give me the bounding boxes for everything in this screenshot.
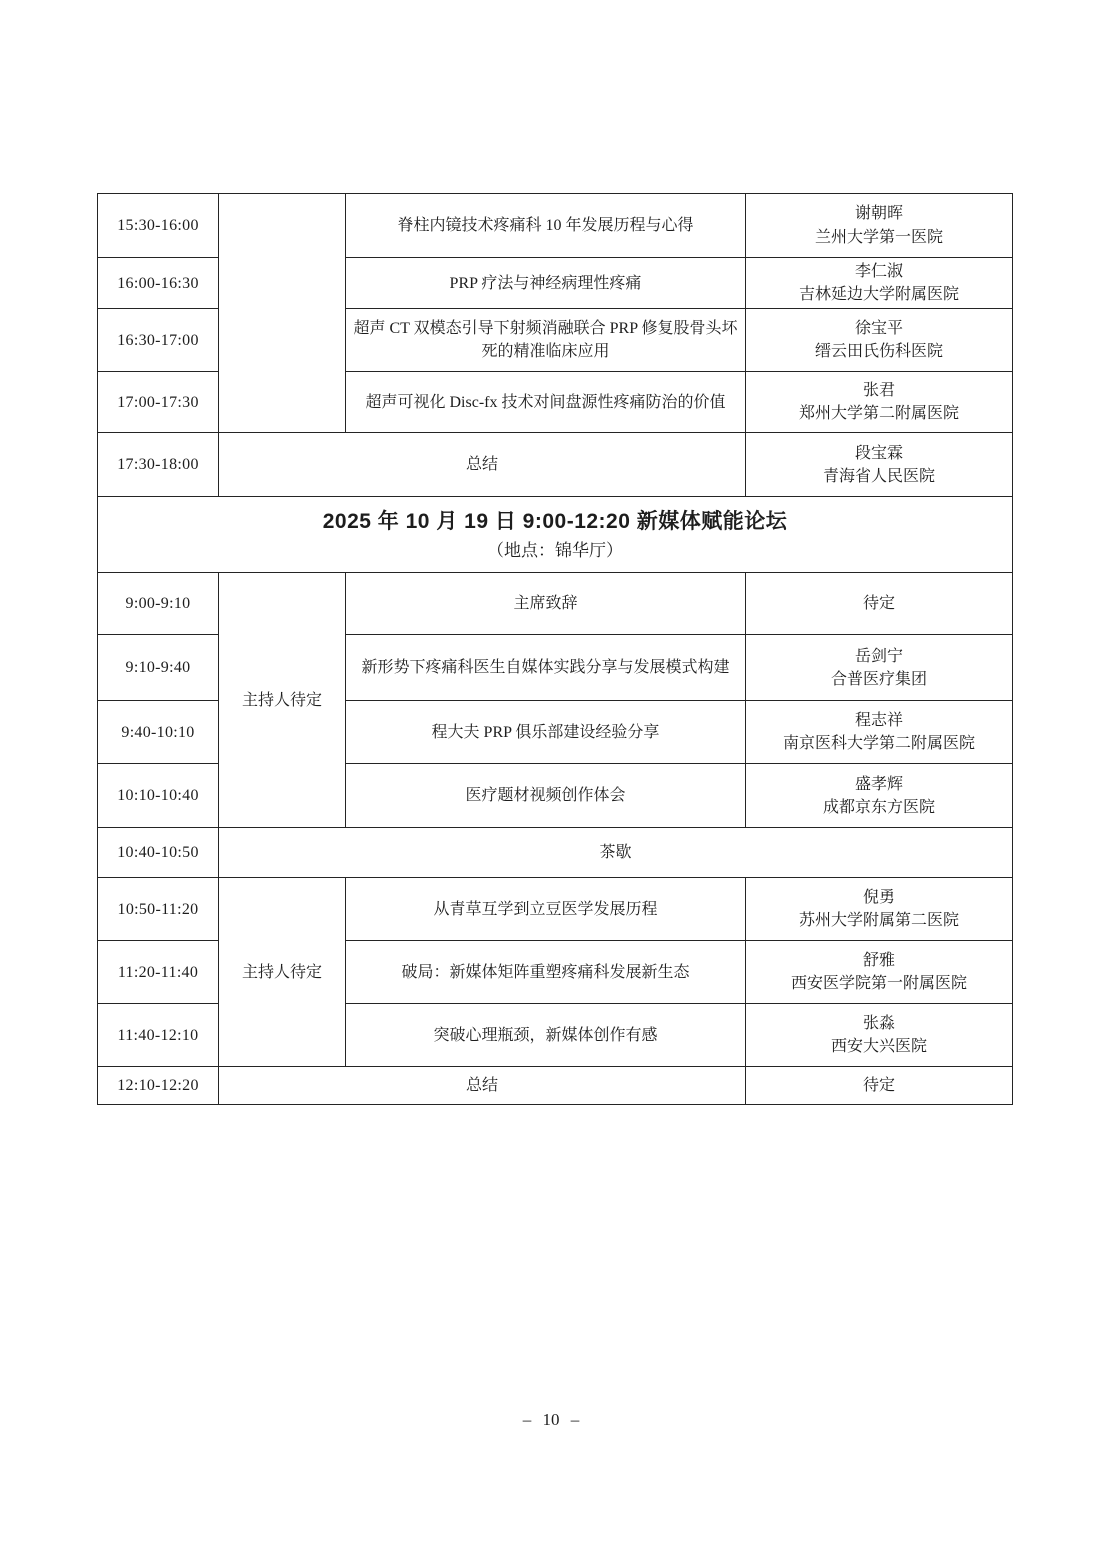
topic-cell: 破局：新媒体矩阵重塑疼痛科发展新生态 [346, 941, 746, 1004]
time-cell: 9:00-9:10 [98, 573, 219, 635]
speaker-cell [746, 309, 1013, 372]
time-cell: 17:00-17:30 [98, 372, 219, 433]
time-cell: 10:40-10:50 [98, 828, 219, 878]
table-row [98, 433, 1013, 497]
break-cell: 茶歇 [219, 828, 1013, 878]
speaker-name: 张淼 [862, 1015, 895, 1033]
speaker-cell [746, 878, 1013, 941]
time-cell: 11:40-12:10 [98, 1004, 219, 1067]
speaker-name: 岳剑宁 [854, 647, 903, 665]
speaker-cell [746, 1067, 1013, 1105]
time-cell: 12:10-12:20 [98, 1067, 219, 1105]
topic-cell: 主席致辞 [346, 573, 746, 635]
time-cell: 16:30-17:00 [98, 309, 219, 372]
topic-cell: 医疗题材视频创作体会 [346, 764, 746, 828]
section-header-row [98, 497, 1013, 573]
speaker-org: 郑州大学第二附属医院 [798, 405, 959, 423]
table-row [98, 1067, 1013, 1105]
speaker-org: 合普医疗集团 [830, 670, 927, 688]
topic-cell: 脊柱内镜技术疼痛科 10 年发展历程与心得 [346, 194, 746, 258]
speaker-name: 张君 [862, 382, 895, 400]
summary-cell: 总结 [219, 433, 746, 497]
speaker-org: 缙云田氏伤科医院 [814, 343, 943, 361]
topic-cell: 从青草互学到立豆医学发展历程 [346, 878, 746, 941]
speaker-cell [746, 433, 1013, 497]
speaker-cell [746, 701, 1013, 764]
speaker-org: 兰州大学第一医院 [814, 228, 943, 246]
time-cell: 15:30-16:00 [98, 194, 219, 258]
speaker-cell [746, 764, 1013, 828]
moderator-cell: 主持人待定 [219, 573, 346, 828]
speaker-org: 西安大兴医院 [830, 1038, 927, 1056]
table-row [98, 878, 1013, 941]
speaker-cell [746, 573, 1013, 635]
time-cell: 9:10-9:40 [98, 635, 219, 701]
speaker-name: 待定 [862, 595, 895, 613]
topic-cell: 超声 CT 双模态引导下射频消融联合 PRP 修复股骨头坏死的精准临床应用 [346, 309, 746, 372]
topic-cell: PRP 疗法与神经病理性疼痛 [346, 258, 746, 309]
speaker-org: 吉林延边大学附属医院 [798, 286, 959, 304]
time-cell: 17:30-18:00 [98, 433, 219, 497]
speaker-cell [746, 194, 1013, 258]
forum-title: 2025 年 10 月 19 日 9:00-12:20 新媒体赋能论坛 [322, 509, 788, 533]
forum-location: （地点：锦华厅） [487, 541, 623, 561]
speaker-name: 盛孝辉 [854, 775, 903, 793]
speaker-name: 徐宝平 [854, 320, 903, 338]
speaker-name: 李仁淑 [854, 263, 903, 280]
topic-cell: 突破心理瓶颈，新媒体创作有感 [346, 1004, 746, 1067]
speaker-name: 倪勇 [862, 889, 895, 907]
speaker-org: 青海省人民医院 [822, 467, 935, 485]
moderator-cell: 主持人待定 [219, 878, 346, 1067]
moderator-cell [219, 194, 346, 433]
topic-cell: 新形势下疼痛科医生自媒体实践分享与发展模式构建 [346, 635, 746, 701]
schedule-table [97, 193, 1013, 1105]
speaker-name: 待定 [862, 1077, 895, 1095]
speaker-name: 程志祥 [854, 712, 903, 730]
topic-cell: 程大夫 PRP 俱乐部建设经验分享 [346, 701, 746, 764]
speaker-org: 南京医科大学第二附属医院 [782, 735, 975, 753]
speaker-org: 西安医学院第一附属医院 [790, 975, 967, 993]
speaker-name: 段宝霖 [854, 444, 903, 462]
speaker-cell [746, 1004, 1013, 1067]
speaker-cell [746, 941, 1013, 1004]
speaker-org: 成都京东方医院 [822, 798, 935, 816]
speaker-cell [746, 635, 1013, 701]
speaker-name: 舒雅 [862, 952, 895, 970]
section-header-cell [98, 497, 1013, 573]
time-cell: 10:10-10:40 [98, 764, 219, 828]
summary-cell: 总结 [219, 1067, 746, 1105]
speaker-cell [746, 372, 1013, 433]
topic-cell: 超声可视化 Disc-fx 技术对间盘源性疼痛防治的价值 [346, 372, 746, 433]
time-cell: 11:20-11:40 [98, 941, 219, 1004]
speaker-org: 苏州大学附属第二医院 [798, 912, 959, 930]
speaker-cell [746, 258, 1013, 309]
table-row [98, 573, 1013, 635]
page-number: – 10 – [522, 1410, 580, 1429]
time-cell: 9:40-10:10 [98, 701, 219, 764]
table-row [98, 194, 1013, 258]
time-cell: 10:50-11:20 [98, 878, 219, 941]
speaker-name: 谢朝晖 [854, 205, 903, 223]
time-cell: 16:00-16:30 [98, 258, 219, 309]
table-row [98, 828, 1013, 878]
